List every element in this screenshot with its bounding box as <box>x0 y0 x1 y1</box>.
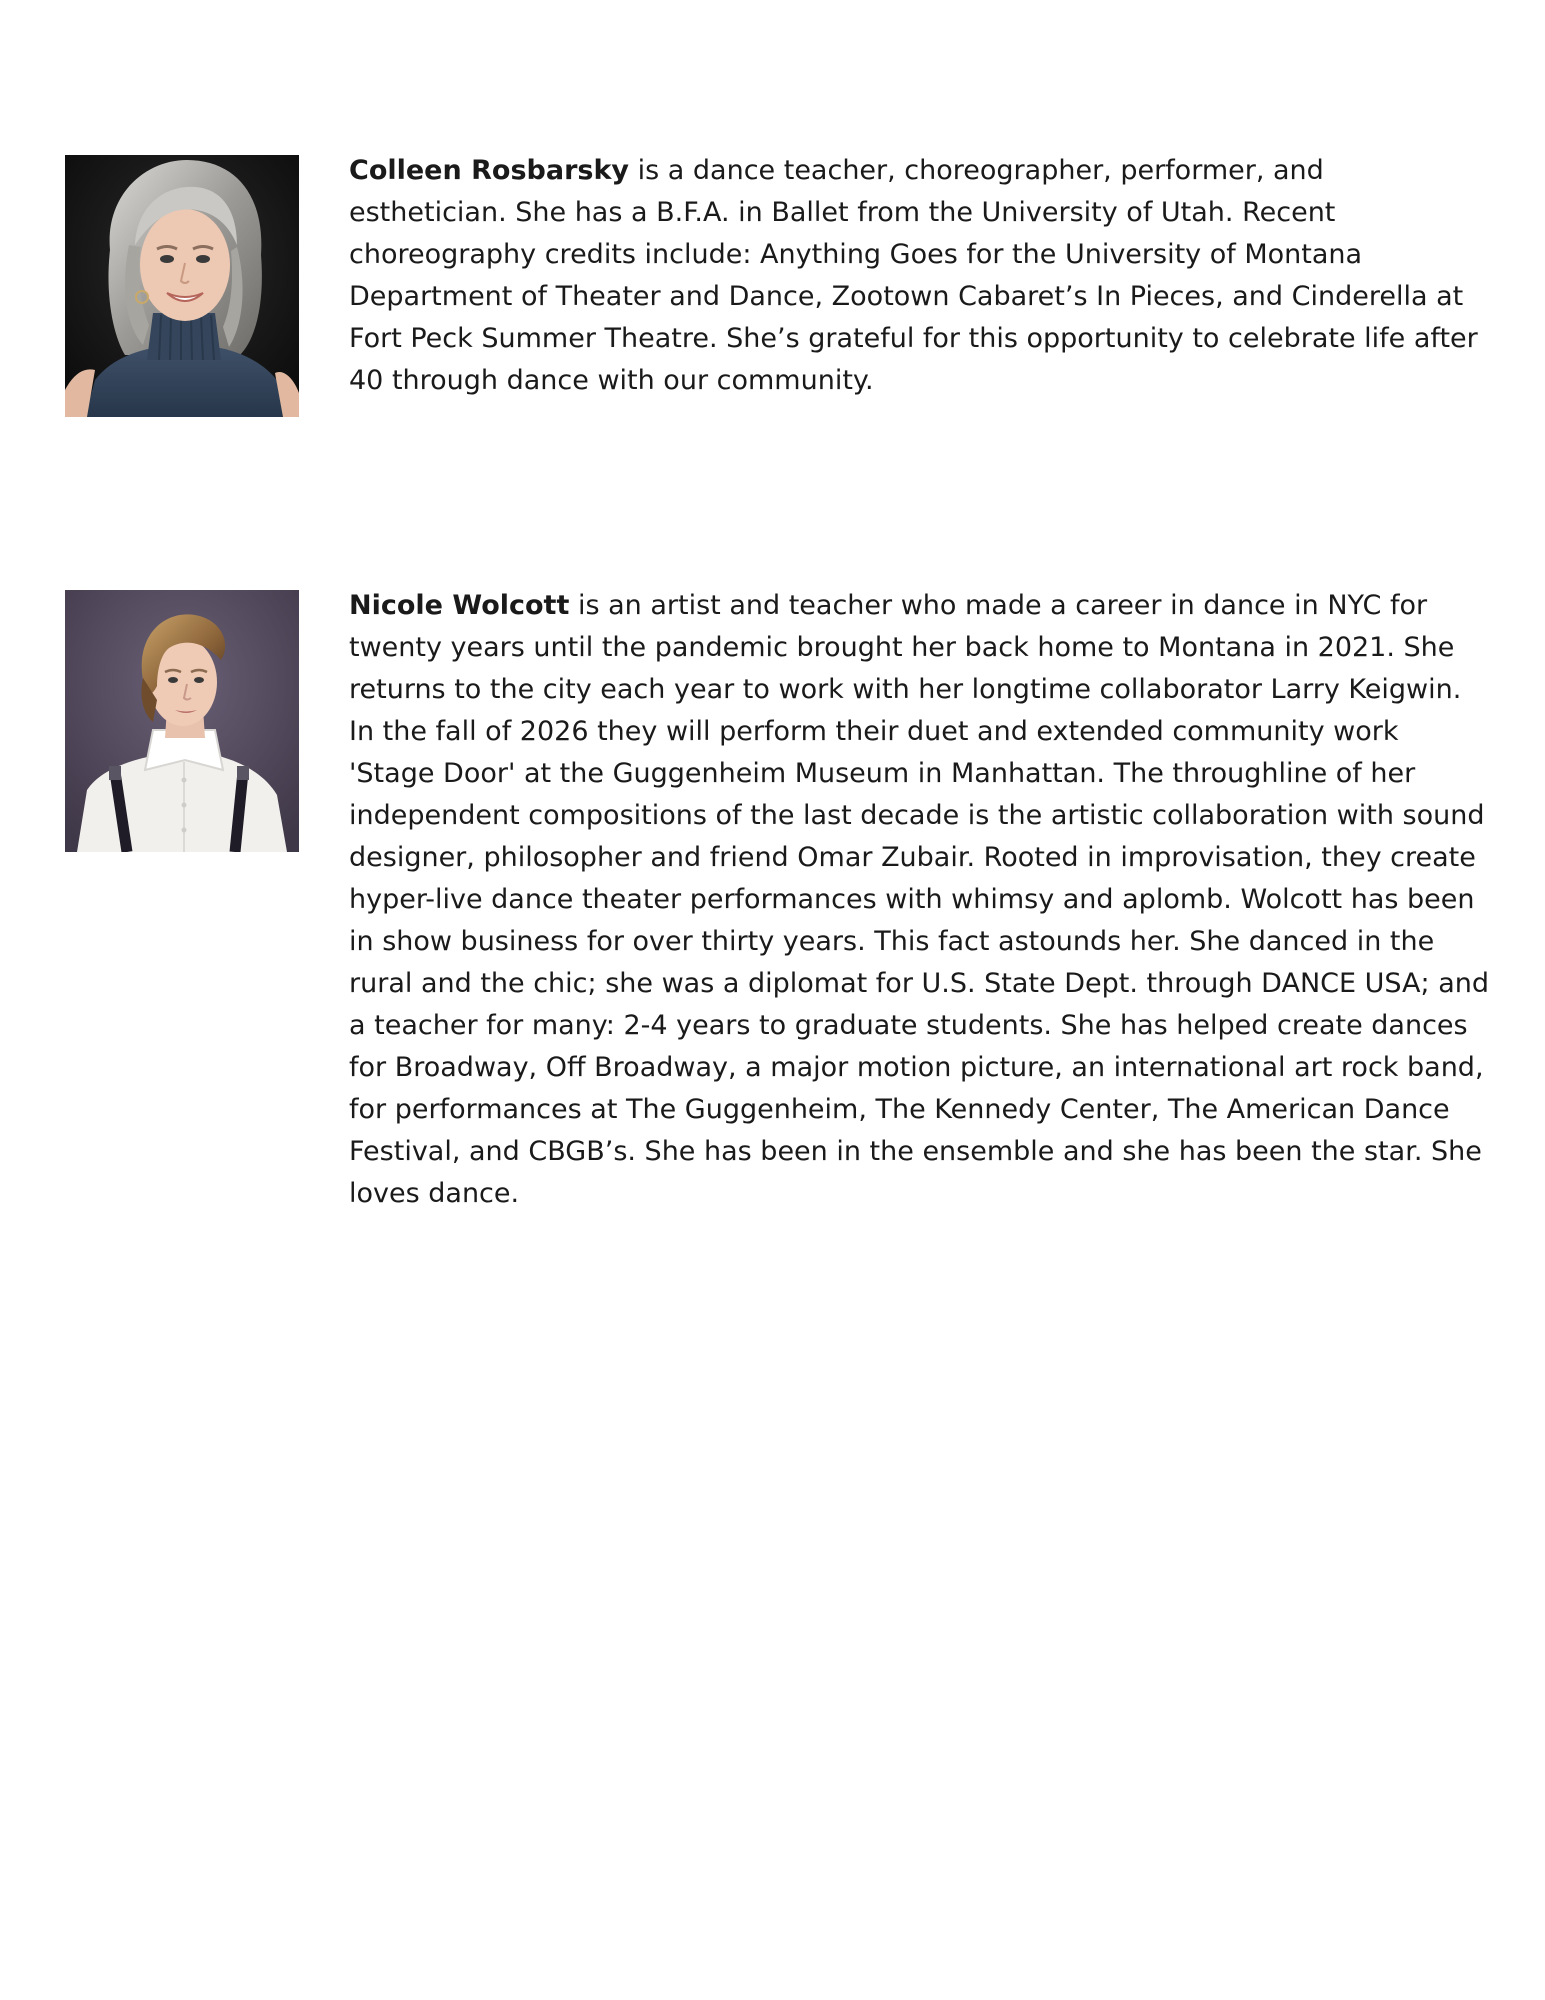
bio-name-nicole: Nicole Wolcott <box>349 590 570 621</box>
bio-text-colleen <box>349 150 1485 402</box>
bio-body-nicole: is an artist and teacher who made a career in dance in NYC for twenty years until the pandemic brought her back home to Montana in 2021. She returns to the city each year to work with her longtime collaborator Larry Keigwin. In the fall of 2026 they will perform their duet and extended community work 'Stage Door' at the Guggenheim Museum in Manhattan. The throughline of her independent compositions of the last decade is the artistic collaboration with sound designer, philosopher and friend Omar Zubair. Rooted in improvisation, they create hyper-live dance theater performances with whimsy and aplomb. Wolcott has been in show business for over thirty years. This fact astounds her. She danced in the rural and the chic; she was a diplomat for U.S. State Dept. through DANCE USA; and a teacher for many: 2-4 years to graduate students. She has helped create dances for Broadway, Off Broadway, a major motion picture, an international art rock band, for performances at The Guggenheim, The Kennedy Center, The American Dance Festival, and CBGB’s. She has been in the ensemble and she has been the star. She loves dance. <box>349 590 1489 1209</box>
bio-name-colleen: Colleen Rosbarsky <box>349 155 630 186</box>
bio-body-colleen: is a dance teacher, choreographer, performer, and esthetician. She has a B.F.A. in Ballet from the University of Utah. Recent choreography credits include: Anything Goes for the University of Montana Department of Theater and Dance, Zootown Cabaret’s In Pieces, and Cinderella at Fort Peck Summer Theatre. She’s grateful for this opportunity to celebrate life after 40 through dance with our community. <box>349 155 1478 396</box>
portrait-photo-nicole <box>65 590 299 852</box>
bio-text-nicole <box>349 585 1489 1215</box>
portrait-photo-colleen <box>65 155 299 417</box>
